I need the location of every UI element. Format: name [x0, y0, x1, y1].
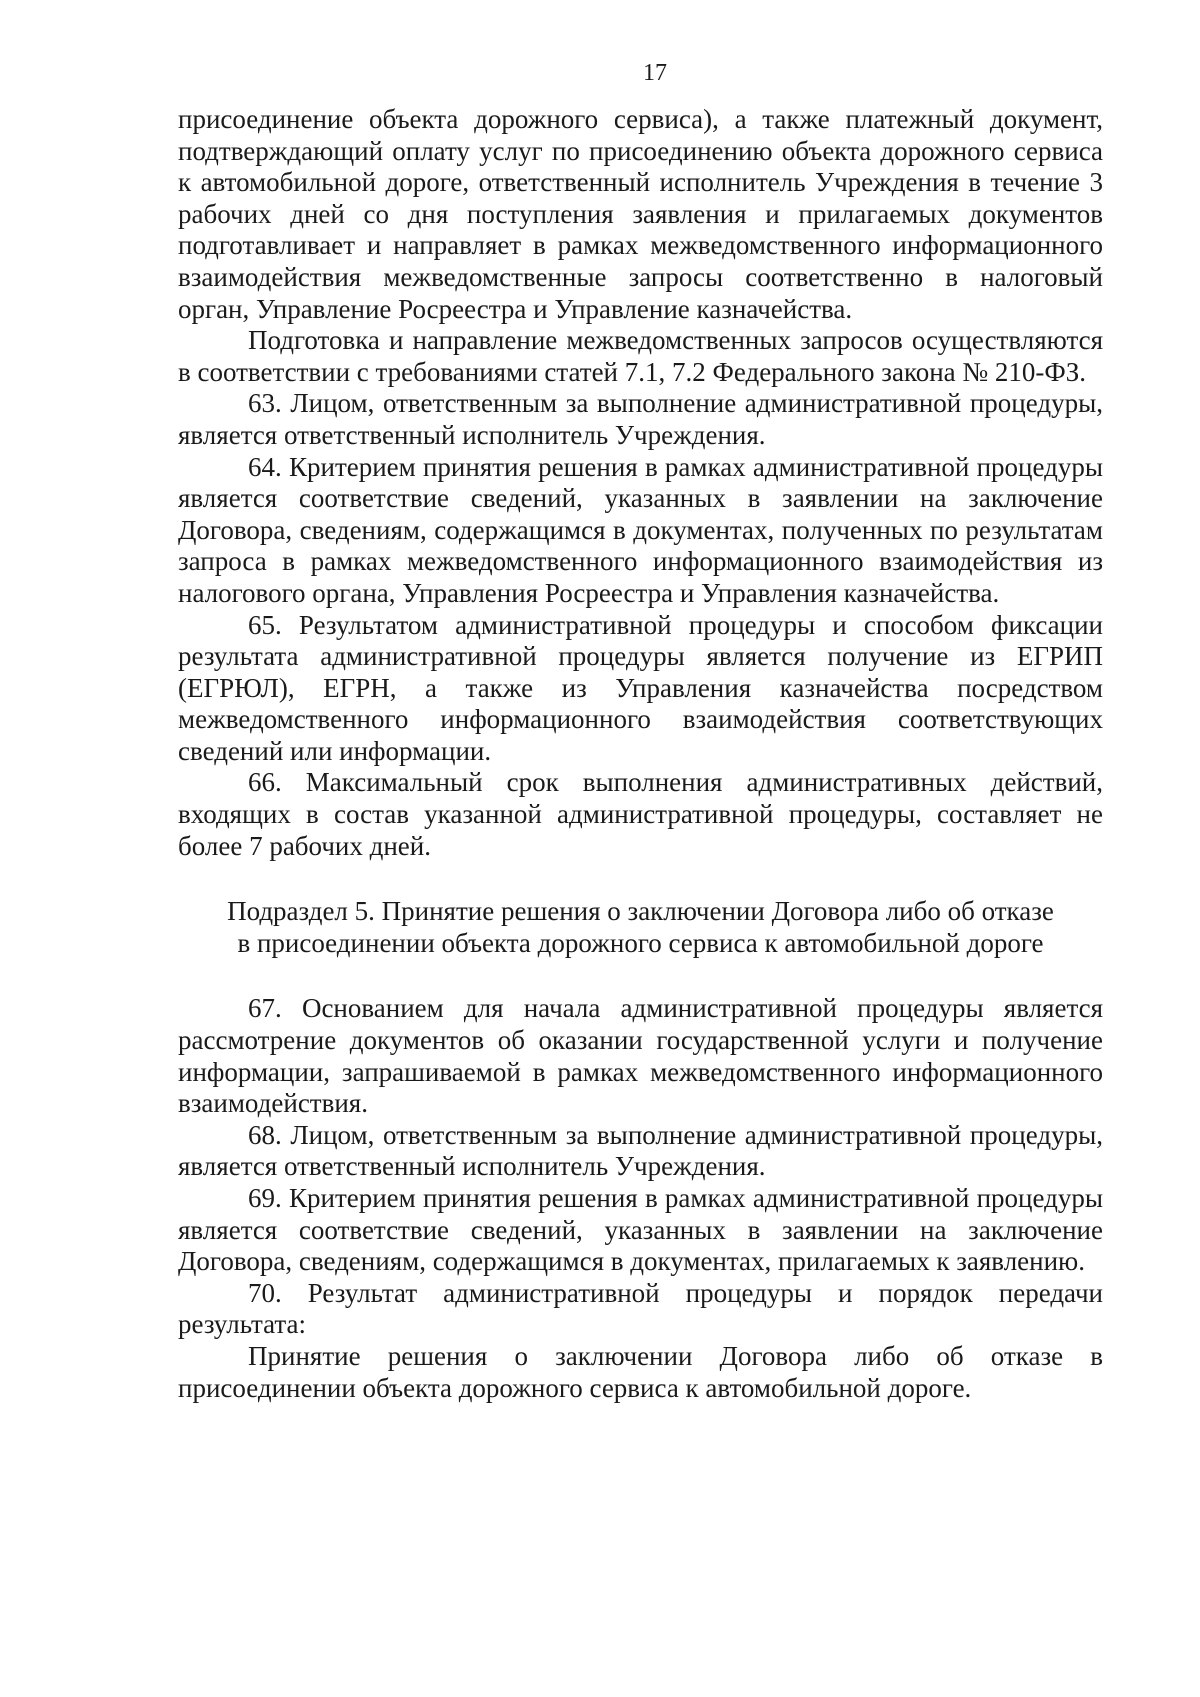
document-body [178, 104, 1103, 1404]
paragraph-68: 68. Лицом, ответственным за выполнение административной процедуры, является ответственный исполнитель Учреждения. [178, 1119, 1103, 1182]
subsection-heading-line2: в присоединении объекта дорожного сервиса к автомобильной дороге [237, 927, 1044, 958]
paragraph-66: 66. Максимальный срок выполнения административных действий, входящих в состав указанной административной процедуры, составляет не более 7 рабочих дней. [178, 767, 1103, 861]
paragraph-requests: Подготовка и направление межведомственных запросов осуществляются в соответствии с требованиями статей 7.1, 7.2 Федерального закона № 210-ФЗ. [178, 325, 1103, 387]
page-number: 17 [643, 60, 667, 86]
paragraph-65: 65. Результатом административной процедуры и способом фиксации результата административной процедуры является получение из ЕГРИП (ЕГРЮЛ), ЕГРН, а также из Управления казначейства посредством межведомственного информационного взаимодействия соответствующих сведений или информации. [178, 609, 1103, 766]
paragraph-continuation: присоединение объекта дорожного сервиса), а также платежный документ, подтверждающий оплату услуг по присоединению объекта дорожного сервиса к автомобильной дороге, ответственный исполнитель Учреждения в течение 3 рабочих дней со дня поступления заявления и прилагаемых документов подготавливает и направляет в рамках межведомственного информационного взаимодействия межведомственные запросы соответственно в налоговый орган, Управление Росреестра и Управление казначейства. [178, 104, 1103, 324]
paragraph-result: Принятие решения о заключении Договора либо об отказе в присоединении объекта дорожного сервиса к автомобильной дороге. [178, 1340, 1103, 1403]
subsection-heading [178, 896, 1103, 959]
subsection-heading-line1: Подраздел 5. Принятие решения о заключении Договора либо об отказе [227, 896, 1054, 927]
paragraph-63: 63. Лицом, ответственным за выполнение административной процедуры, является ответственный исполнитель Учреждения. [178, 388, 1103, 450]
paragraph-67: 67. Основанием для начала административной процедуры является рассмотрение документов об оказании государственной услуги и получение информации, запрашиваемой в рамках межведомственного информационного взаимодействия. [178, 993, 1103, 1119]
paragraph-70: 70. Результат административной процедуры и порядок передачи результата: [178, 1277, 1103, 1340]
paragraph-64: 64. Критерием принятия решения в рамках административной процедуры является соответствие сведений, указанных в заявлении на заключение Договора, сведениям, содержащимся в документах, полученных по результатам запроса в рамках межведомственного информационного взаимодействия из налогового органа, Управления Росреестра и Управления казначейства. [178, 451, 1103, 608]
paragraph-69: 69. Критерием принятия решения в рамках административной процедуры является соответствие сведений, указанных в заявлении на заключение Договора, сведениям, содержащимся в документах, прилагаемых к заявлению. [178, 1183, 1103, 1277]
